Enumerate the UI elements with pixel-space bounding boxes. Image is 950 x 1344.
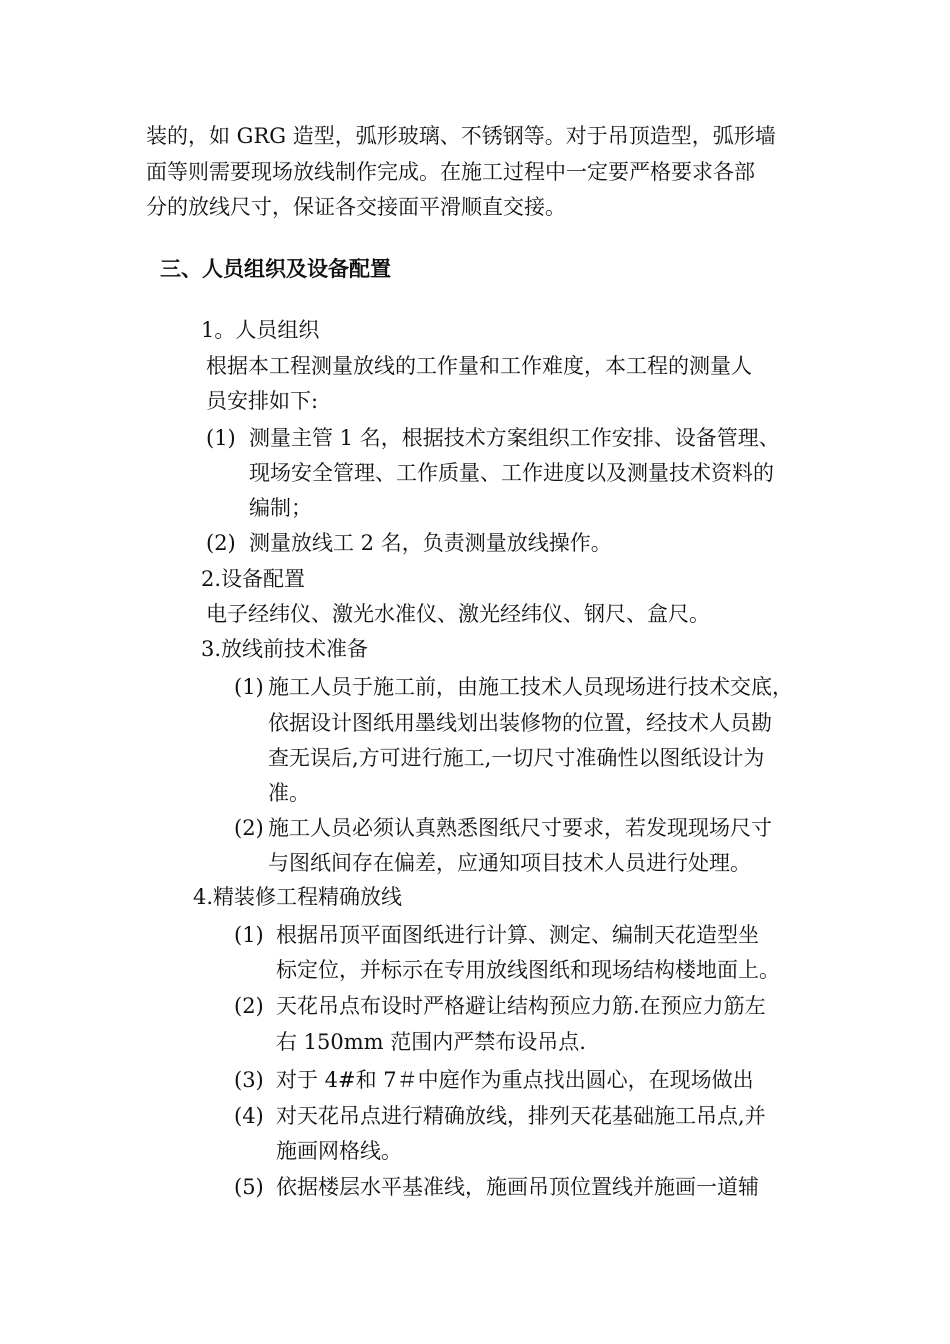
list-item-line: 施画网格线。 bbox=[276, 1139, 402, 1163]
list-item-line: 天花吊点布设时严格避让结构预应力筋.在预应力筋左 bbox=[276, 994, 766, 1018]
list-item-line: 现场安全管理、工作质量、工作进度以及测量技术资料的 bbox=[249, 461, 774, 485]
intro-line-1: 装的，如 GRG 造型，弧形玻璃、不锈钢等。对于吊顶造型，弧形墙 bbox=[146, 124, 776, 148]
paragraph-line: 员安排如下: bbox=[206, 389, 319, 413]
list-number: (2) bbox=[206, 531, 236, 555]
subsection-title-layout: 4.精装修工程精确放线 bbox=[193, 885, 403, 909]
list-item-line: 对于 4#和 7＃中庭作为重点找出圆心，在现场做出 bbox=[276, 1068, 754, 1092]
intro-line-3: 分的放线尺寸，保证各交接面平滑顺直交接。 bbox=[146, 195, 566, 219]
section-heading: 三、人员组织及设备配置 bbox=[160, 257, 391, 281]
list-number: (4) bbox=[234, 1104, 264, 1128]
list-item-line: 编制； bbox=[249, 496, 312, 520]
list-item-line: 依据楼层水平基准线，施画吊顶位置线并施画一道辅 bbox=[276, 1175, 759, 1199]
list-item-line: 右 150mm 范围内严禁布设吊点. bbox=[276, 1030, 586, 1054]
subsection-title-preparation: 3.放线前技术准备 bbox=[201, 637, 369, 661]
list-item-line: 对天花吊点进行精确放线，排列天花基础施工吊点,并 bbox=[276, 1104, 766, 1128]
intro-line-2: 面等则需要现场放线制作完成。在施工过程中一定要严格要求各部 bbox=[146, 160, 755, 184]
list-item-line: 测量放线工 2 名，负责测量放线操作。 bbox=[249, 531, 612, 555]
list-item-line: 标定位，并标示在专用放线图纸和现场结构楼地面上。 bbox=[276, 958, 780, 982]
list-number: (1) bbox=[206, 426, 236, 450]
list-item-line: 施工人员必须认真熟悉图纸尺寸要求，若发现现场尺寸 bbox=[268, 816, 772, 840]
list-item-line: 测量主管 1 名，根据技术方案组织工作安排、设备管理、 bbox=[249, 426, 780, 450]
list-number: (1) bbox=[234, 923, 264, 947]
list-item-line: 查无误后,方可进行施工,一切尺寸准确性以图纸设计为 bbox=[268, 746, 765, 770]
list-item-line: 施工人员于施工前，由施工技术人员现场进行技术交底， bbox=[268, 675, 793, 699]
list-item-line: 依据设计图纸用墨线划出装修物的位置，经技术人员勘 bbox=[268, 711, 772, 735]
list-number: (1) bbox=[234, 675, 264, 699]
paragraph-line: 电子经纬仪、激光水准仪、激光经纬仪、钢尺、盒尺。 bbox=[206, 602, 710, 626]
list-number: (3) bbox=[234, 1068, 264, 1092]
list-item-line: 准。 bbox=[268, 781, 310, 805]
paragraph-line: 根据本工程测量放线的工作量和工作难度，本工程的测量人 bbox=[206, 354, 752, 378]
list-number: (2) bbox=[234, 994, 264, 1018]
subsection-title-equipment: 2.设备配置 bbox=[201, 567, 306, 591]
list-item-line: 根据吊顶平面图纸进行计算、测定、编制天花造型坐 bbox=[276, 923, 759, 947]
list-item-line: 与图纸间存在偏差，应通知项目技术人员进行处理。 bbox=[268, 851, 751, 875]
list-number: (2) bbox=[234, 816, 264, 840]
list-number: (5) bbox=[234, 1175, 264, 1199]
subsection-title-personnel: 1。人员组织 bbox=[201, 318, 320, 342]
